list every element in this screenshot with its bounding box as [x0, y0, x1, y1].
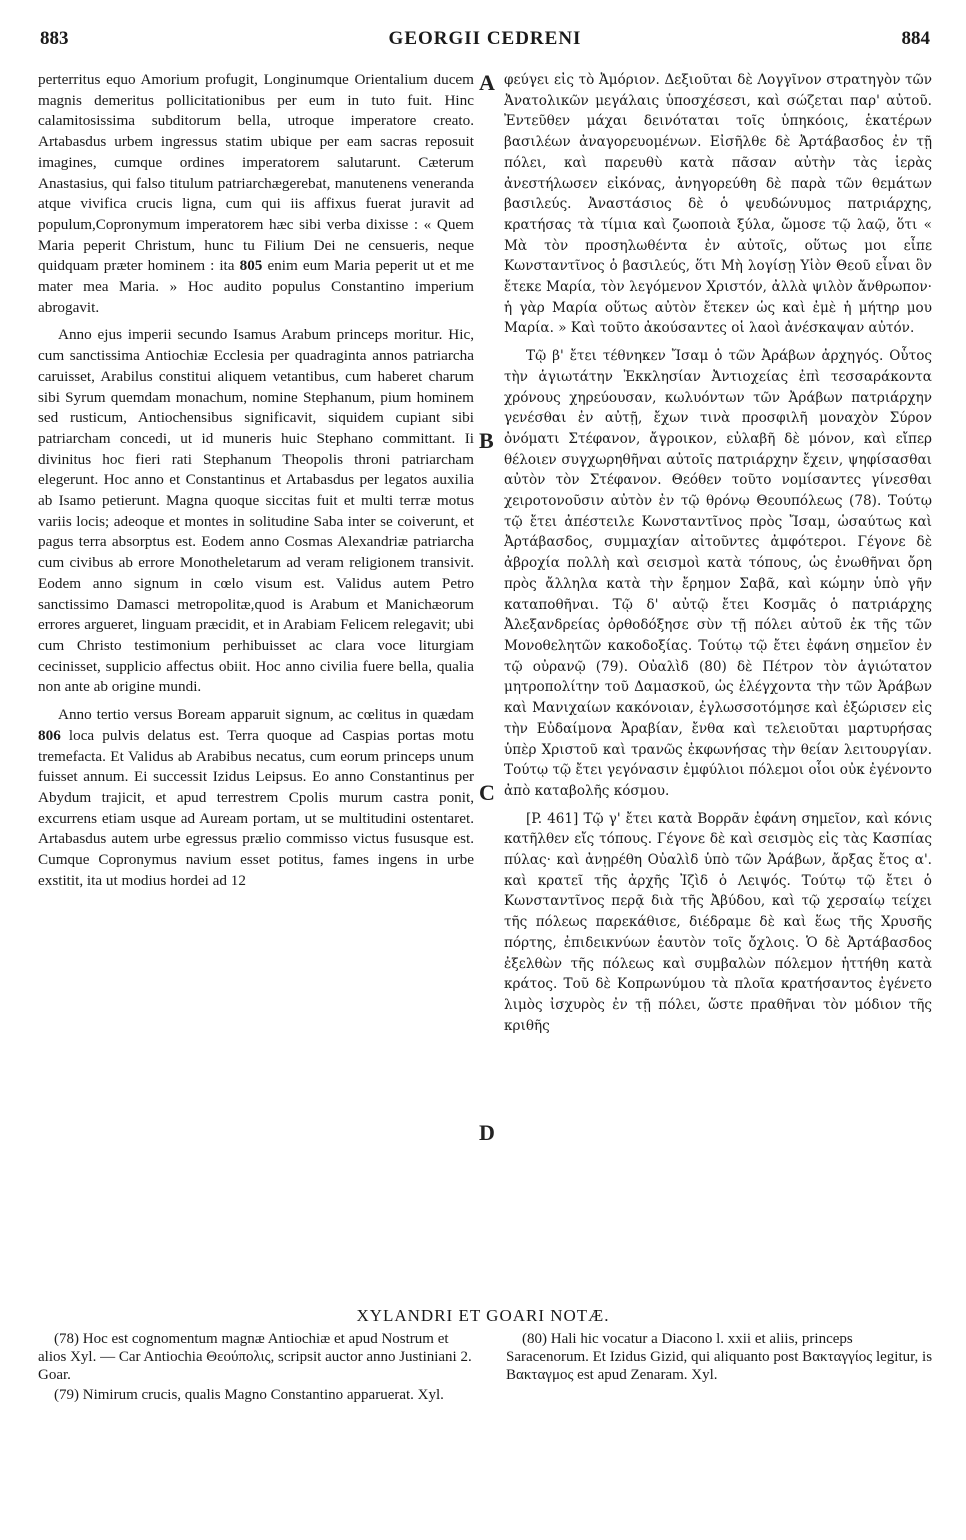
page-reference: [P. 461] — [526, 810, 579, 827]
greek-paragraph-2: Τῷ β' ἔτει τέθνηκεν Ἴσαμ ὁ τῶν Ἀράβων ἀρχηγός. Οὗτος τὴν ἁγιωτάτην Ἐκκλησίαν Ἀντιοχείας ἐπὶ τεσσαράκοντα χρόνους χηρεύουσαν, κωλυόντων τῶν Ἀράβων πατριάρχην γενέσθαι ἐν αὐτῇ, ἔχων τινὰ προσφιλῆ μοναχὸν Σύρον ὀνόματι Στέφανον, ἄγροικον, εὐλαβῆ δὲ μόνον, καὶ εἴπερ θέλοιεν συγχωρηθῆναι αὐτοῖς πατριάρχην ἔχειν, ψηφίσασθαι αὐτὸν τὸν Στέφανον. Θεόθεν τοῦτο νομίσαντες γίνεσθαι χειροτονοῦσιν αὐτὸν ἐν τῷ θρόνῳ Θεουπόλεως (78). Τούτῳ τῷ ἔτει ἀπέστειλε Κωνσταντῖνος πρὸς Ἴσαμ, ὡσαύτως καὶ Ἀρτάβασδος, συμμαχίαν αἰτοῦντες ἀμφότεροι. Γέγονε δὲ ἀβροχία πολλὴ καὶ σεισμοὶ κατὰ τόπους, ὡς ἐνωθῆναι ὄρη πρὸς ἄλληλα κατὰ τὴν ἔρημον Σαβᾶ, καὶ κώμην ὑπὸ γῆν καταποθῆναι. Τῷ δ' αὐτῷ ἔτει Κοσμᾶς ὁ πατριάρχης Ἀλεξανδρείας ὀρθοδόξησε σὺν τῇ πόλει αὐτοῦ ἐκ τῆς τῶν Μονοθελητῶν κακοδοξίας. Τούτῳ τῷ ἔτει ἐφάνη σημεῖον ἐν τῷ οὐρανῷ (79). Οὐαλὶδ (80) δὲ Πέτρον τὸν ἁγιώτατον μητροπολίτην τοῦ Δαμασκοῦ, ὡς ἐλέγχοντα τὴν τῶν Ἀράβων καὶ Μανιχαίων κακόνοιαν, ἐγλωσσοτόμησε καὶ ἐξώρισεν εἰς τὴν Εὐδαίμονα Ἀραβίαν, ἔνθα καὶ τελειοῦται μαρτυρήσας ὑπὲρ Χριστοῦ καὶ τρανῶς ἐκφωνήσας τὴν θείαν λειτουργίαν. Τούτῳ τῷ ἔτει γεγόνασιν ἐμφύλιοι πόλεμοι οἷοι οὐκ ἐγένοντο ἀπὸ καταβολῆς κόσμου. — [504, 348, 932, 799]
greek-paragraph-3 — [504, 809, 932, 1037]
section-marker-b: B — [479, 428, 494, 453]
notes-heading: XYLANDRI ET GOARI NOTÆ. — [356, 1306, 610, 1325]
note-78: (78) Hoc est cognomentum magnæ Antiochiæ et apud Nostrum et alios Xyl. — Car Antiochia Θεούπολις, scripsit auctor anno Justiniani 2. Goar. — [38, 1331, 472, 1383]
page-number-left: 883 — [40, 28, 69, 49]
latin-text: perterritus equo Amorium profugit, Longinumque Orientalium ducem magnis demeritus pollicitationibus per eum in tuto fuit. Hinc calamitosissima subditorum bella, utroque imperatore creato. Artabasdus urbem ingressus statim ubique per eam sacras reposuit imagines, cumque ordines imperatorem salutarunt. Cæterum Anastasius, qui falso titulum patriarchægerebat, manutenens veneranda atque vivifica crucis ligna, cum qui iis affixus fuerat juravit ad populum,Copronymum imperatorem hæc sibi verba dixisse : « Quem Maria peperit Christum, hunc tu Filium Dei ne censueris, neque quidquam præter hominem : ita — [38, 71, 474, 275]
column-number: 805 — [239, 257, 263, 275]
latin-paragraph-1 — [38, 70, 474, 318]
greek-text: Τῷ γ' ἔτει κατὰ Βορρᾶν ἐφάνη σημεῖον, καὶ κόνις κατῆλθεν εἴς τόπους. Γέγονε δὲ καὶ σεισμὸς εἰς τὰς Κασπίας πύλας· καὶ ἀνῃρέθη Οὐαλὶδ ὑπὸ τῶν Ἀράβων, ἄρξας ἔτος α'. καὶ κρατεῖ τῆς ἀρχῆς Ἰζὶδ ὁ Λειψός. Τούτῳ τῷ ἔτει ὁ Κωνσταντῖνος περᾷ διὰ τῆς Ἀβύδου, καὶ τῷ χερσαίῳ τείχει τῆς πόλεως παρεκάθισε, διέδραμε δὲ καὶ ἕως τῆς Χρυσῆς πόρτης, ἐπιδεικνύων ἑαυτὸν τοῖς ὄχλοις. Ὁ δὲ Ἀρτάβασδος ἐξελθὼν τῆς πόλεως καὶ συμβαλὼν πόλεμον ἡττήθη κατὰ κράτος. Τοῦ δὲ Κοπρωνύμου τὰ πλοῖα κρατήσαντος ἐγένετο λιμὸς ἰσχυρὸς ἐν τῇ πόλει, ὥστε πραθῆναι τὸν μόδιον τῆς κριθῆς — [504, 810, 932, 1034]
latin-text: enim eum Maria peperit ut et me mater mea Maria. » Hoc audito populus Constantino imperium abrogavit. — [38, 257, 475, 316]
notes-right-column — [506, 1330, 934, 1386]
latin-text: loca pulvis delatus est. Terra quoque ad Caspias portas motu tremefacta. Et Validus ab Arabibus necatus, cum eorum princeps unum fuisset annum. Ei successit Izidus Leipsus. Eo anno Constantinus per Abydum trajicit, et apud terrestrem Cpolis murum castra ponit, excurrens etiam usque ad Auream portam, ut se multitudini ostentaret. Artabasdus autem urbe egressus prælio commisso victus fususque est. Cumque Copronymus navium esset potitus, fames ingens in urbe exstitit, ita ut modius hordei ad 12 — [38, 726, 474, 889]
page-number-right: 884 — [901, 28, 930, 49]
column-number: 806 — [38, 726, 61, 744]
note-79: (79) Nimirum crucis, qualis Magno Constantino apparuerat. Xyl. — [54, 1387, 444, 1403]
running-title: GEORGII CEDRENI — [388, 28, 582, 49]
greek-paragraph-1: φεύγει εἰς τὸ Ἀμόριον. Δεξιοῦται δὲ Λογγῖνον στρατηγὸν τῶν Ἀνατολικῶν μεγάλαις ὑποσχέσεσι, καὶ σώζεται παρ' αὐτοῦ. Ἐντεῦθεν μάχαι δεινόταται τοῖς ὑπηκόοις, ἑκατέρων βασιλέων ἀναγορευομένων. Εἰσῆλθε δὲ Ἀρτάβασδος ἐν τῇ πόλει, καὶ παρευθὺ κατὰ πᾶσαν αὐτὴν τὰς ἱερὰς ἀνεστήλωσεν εἰκόνας, ἀνηγορεύθη δὲ παρὰ τῶν θεμάτων βασιλεύς. Ἀναστάσιος δὲ ὁ ψευδώνυμος πατριάρχης, κρατήσας τὰ τίμια καὶ ζωοποιὰ ξύλα, ὤμοσε τῷ λαῷ, ὅτι « Μὰ τὸν προσηλωθέντα ἐν αὐτοῖς, οὕτως μοι εἶπε Κωνσταντῖνος ὁ βασιλεύς, ὅτι Μὴ λογίσῃ Υἱὸν Θεοῦ εἶναι ὃν ἔτεκε Μαρία, τὸν λεγόμενον Χριστόν, ἀλλὰ ψιλὸν ἄνθρωπον· ἡ γὰρ Μαρία οὕτως αὐτὸν ἔτεκεν ὡς καὶ ἐμὲ ἡ μήτηρ μου Μαρία. » Καὶ τοῦτο ἀκούσαντες οἱ λαοὶ ἀνέσκαψαν αὐτόν. — [504, 72, 932, 337]
section-marker-d: D — [479, 1120, 495, 1145]
notes-left-column — [38, 1330, 474, 1406]
page-header — [40, 28, 930, 58]
greek-column — [504, 70, 932, 1043]
latin-paragraph-3 — [38, 705, 474, 891]
latin-text: Anno tertio versus Boream apparuit signum, ac cœlitus in quædam — [58, 706, 474, 724]
note-80: (80) Hali hic vocatur a Diacono l. xxii et aliis, princeps Saracenorum. Et Izidus Gizid, qui aliquanto post Βακταγγίος legitur, is Βακταγμος est apud Zenaram. Xyl. — [506, 1331, 933, 1383]
latin-column — [38, 70, 474, 898]
section-marker-c: C — [479, 780, 495, 805]
latin-paragraph-2: Anno ejus imperii secundo Isamus Arabum princeps moritur. Hic, cum sanctissima Antiochiæ Ecclesia per quadraginta annos patriarcha caruisset, Arabilus constitui aliquem vetantibus, cum haberet charum sibi Syrum quemdam monachum, nomine Stephanum, pium hominem sed rusticum, Antiochensibus significavit, siquidem cupiant sibi patriarcham concedi, ut id muneris huic Stephano committant. Ii divinitus hoc fieri rati Stephanum Theopolis throni patriarcham elegerunt. Hoc anno et Constantinus et Artabasdus per legatos auxilia ab Isamo petierunt. Magna quoque siccitas fuit et multi terræ motus variis locis; adeoque et montes in solitudine Saba inter se coiverunt, et pagus terra absorptus est. Eodem anno Cosmas Alexandriæ patriarcha cum civibus ab errore Monotheletarum ad veram religionem transivit. Eodem anno signum in cœlo visum est. Validus autem Petro sanctissimo Damasci metropolitæ,quod is Arabum et Manichæorum errores argueret, linguam præcidit, et in Arabiam Felicem relegavit; ubi cum Christo testimonium perhibuisset ac clara voce liturgiam cecinisset, supplicio affectus obiit. Hoc anno civilia fuere bella, qualia non ante ab origine mundi. — [38, 326, 474, 696]
section-marker-a: A — [479, 70, 495, 95]
